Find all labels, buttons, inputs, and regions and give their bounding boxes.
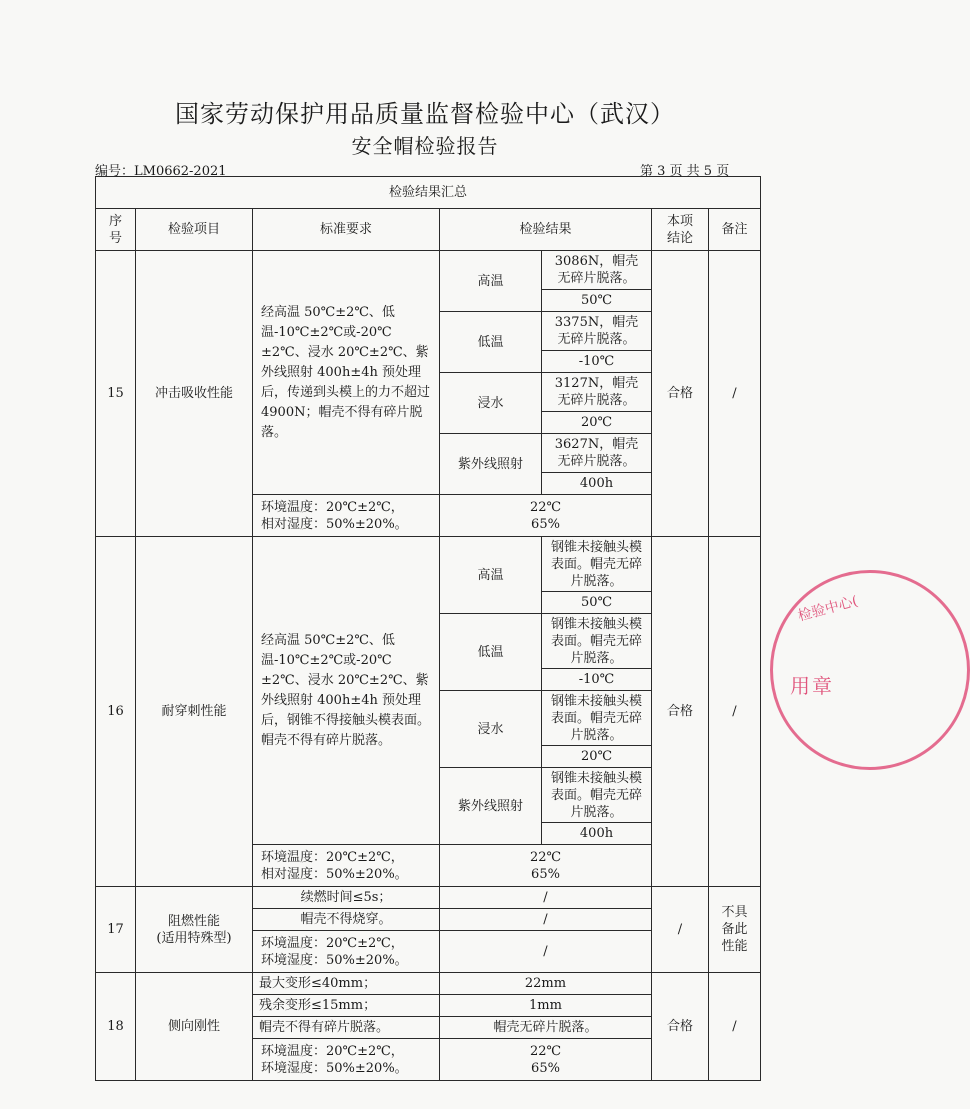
line-result: / xyxy=(440,909,652,931)
sub-result: 3627N，帽壳无碎片脱落。 xyxy=(542,434,652,473)
sub-param: -10℃ xyxy=(542,351,652,373)
header-requirement: 标准要求 xyxy=(253,209,440,251)
sub-result: 3375N，帽壳无碎片脱落。 xyxy=(542,312,652,351)
sub-result: 3127N，帽壳无碎片脱落。 xyxy=(542,373,652,412)
table-caption: 检验结果汇总 xyxy=(96,177,761,209)
sub-param: 50℃ xyxy=(542,592,652,614)
sub-label: 浸水 xyxy=(440,691,542,768)
sub-param: 50℃ xyxy=(542,290,652,312)
env-condition: 环境温度：20℃±2℃， 环境湿度：50%±20%。 xyxy=(253,1039,440,1081)
line-requirement: 帽壳不得有碎片脱落。 xyxy=(253,1017,440,1039)
conclusion-16: 合格 xyxy=(652,537,709,887)
sub-param: 20℃ xyxy=(542,412,652,434)
report-number: 编号：LM0662-2021 xyxy=(95,164,227,179)
env-result: 22℃ 65% xyxy=(440,845,652,887)
conclusion-15: 合格 xyxy=(652,251,709,537)
sub-label: 高温 xyxy=(440,537,542,614)
remark-15: / xyxy=(709,251,761,537)
seq-17: 17 xyxy=(96,887,136,973)
item-18: 侧向刚性 xyxy=(136,973,253,1081)
seal-text-top: 检验中心( xyxy=(796,593,860,625)
line-requirement: 帽壳不得烧穿。 xyxy=(253,909,440,931)
sub-label: 紫外线照射 xyxy=(440,434,542,495)
sub-label: 低温 xyxy=(440,614,542,691)
sub-result: 钢锥未接触头模表面。帽壳无碎片脱落。 xyxy=(542,614,652,669)
remark-18: / xyxy=(709,973,761,1081)
header-conclusion: 本项结论 xyxy=(652,209,709,251)
header-result: 检验结果 xyxy=(440,209,652,251)
header-item: 检验项目 xyxy=(136,209,253,251)
sub-result: 钢锥未接触头模表面。帽壳无碎片脱落。 xyxy=(542,768,652,823)
line-result: 帽壳无碎片脱落。 xyxy=(440,1017,652,1039)
env-condition: 环境温度：20℃±2℃， 相对湿度：50%±20%。 xyxy=(253,845,440,887)
item-17: 阻燃性能 (适用特殊型) xyxy=(136,887,253,973)
env-condition: 环境温度：20℃±2℃， 环境湿度：50%±20%。 xyxy=(253,931,440,973)
sub-label: 高温 xyxy=(440,251,542,312)
line-result: 1mm xyxy=(440,995,652,1017)
sub-label: 紫外线照射 xyxy=(440,768,542,845)
seq-18: 18 xyxy=(96,973,136,1081)
page-info: 第 3 页 共 5 页 xyxy=(640,164,730,179)
item-16: 耐穿刺性能 xyxy=(136,537,253,887)
report-title: 安全帽检验报告 xyxy=(351,134,499,158)
env-result: / xyxy=(440,931,652,973)
sub-label: 浸水 xyxy=(440,373,542,434)
requirement-15: 经高温 50℃±2℃、低温-10℃±2℃或-20℃±2℃、浸水 20℃±2℃、紫外线照射 400h±4h 预处理后，传递到头模上的力不超过4900N；帽壳不得有碎片脱落。 xyxy=(253,251,440,495)
sub-param: -10℃ xyxy=(542,669,652,691)
seal-text-bottom: 用章 xyxy=(790,674,834,698)
header-remark: 备注 xyxy=(709,209,761,251)
remark-16: / xyxy=(709,537,761,887)
line-requirement: 续燃时间≤5s； xyxy=(253,887,440,909)
seq-16: 16 xyxy=(96,537,136,887)
item-15: 冲击吸收性能 xyxy=(136,251,253,537)
sub-param: 400h xyxy=(542,473,652,495)
env-result: 22℃ 65% xyxy=(440,495,652,537)
conclusion-18: 合格 xyxy=(652,973,709,1081)
sub-param: 20℃ xyxy=(542,746,652,768)
sub-result: 钢锥未接触头模表面。帽壳无碎片脱落。 xyxy=(542,691,652,746)
line-requirement: 最大变形≤40mm； xyxy=(253,973,440,995)
sub-param: 400h xyxy=(542,823,652,845)
org-title: 国家劳动保护用品质量监督检验中心（武汉） xyxy=(175,100,675,128)
remark-17: 不具备此性能 xyxy=(709,887,761,973)
line-requirement: 残余变形≤15mm； xyxy=(253,995,440,1017)
requirement-16: 经高温 50℃±2℃、低温-10℃±2℃或-20℃±2℃、浸水 20℃±2℃、紫外线照射 400h±4h 预处理后，钢锥不得接触头模表面。帽壳不得有碎片脱落。 xyxy=(253,537,440,845)
sub-label: 低温 xyxy=(440,312,542,373)
line-result: / xyxy=(440,887,652,909)
conclusion-17: / xyxy=(652,887,709,973)
sub-result: 3086N，帽壳无碎片脱落。 xyxy=(542,251,652,290)
results-table xyxy=(95,176,760,1076)
env-condition: 环境温度：20℃±2℃， 相对湿度：50%±20%。 xyxy=(253,495,440,537)
sub-result: 钢锥未接触头模表面。帽壳无碎片脱落。 xyxy=(542,537,652,592)
seq-15: 15 xyxy=(96,251,136,537)
line-result: 22mm xyxy=(440,973,652,995)
env-result: 22℃ 65% xyxy=(440,1039,652,1081)
header-seq: 序号 xyxy=(96,209,136,251)
